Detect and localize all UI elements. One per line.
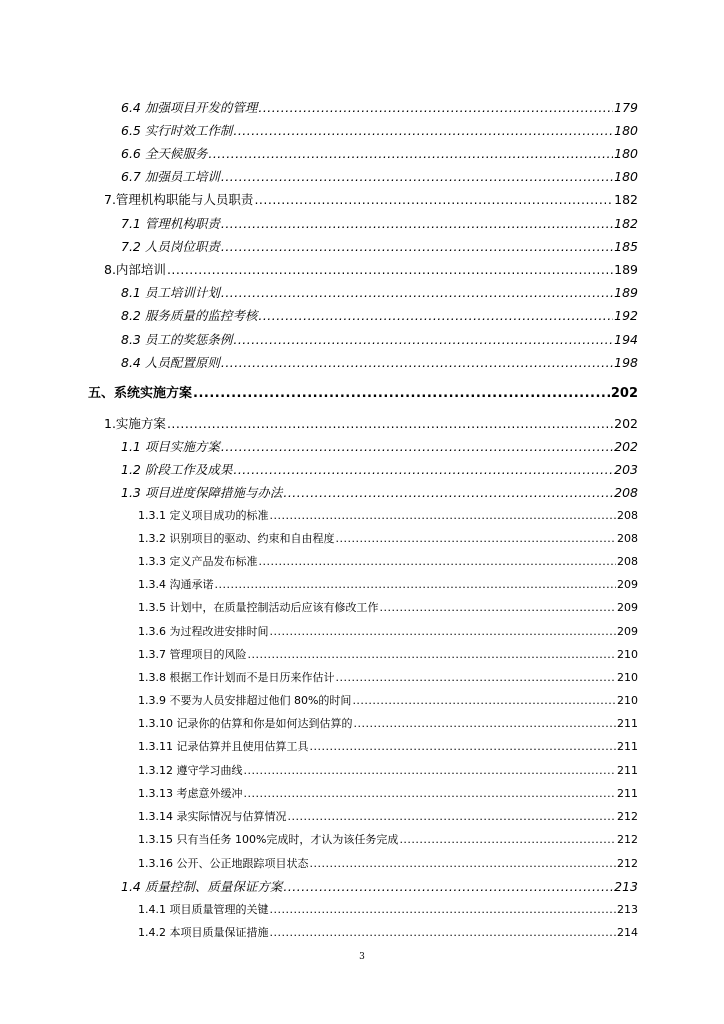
toc-entry-title: 8.内部培训 (104, 262, 166, 277)
toc-entry[interactable] (138, 507, 638, 523)
toc-entry[interactable] (121, 214, 638, 232)
toc-dot-leader (243, 787, 616, 800)
toc-dot-leader (379, 601, 616, 614)
toc-entry-page-number: 198 (614, 355, 638, 370)
toc-entry-title: 1.3.6 为过程改进安排时间 (138, 625, 269, 638)
toc-entry[interactable] (121, 483, 638, 501)
toc-entry-page-number: 209 (617, 578, 638, 591)
toc-entry-page-number: 180 (614, 146, 638, 161)
toc-entry-page-number: 203 (614, 462, 638, 477)
toc-entry-page-number: 189 (614, 262, 638, 277)
toc-dot-leader (399, 833, 616, 846)
toc-entry-page-number: 202 (614, 416, 638, 431)
toc-entry[interactable] (138, 715, 638, 731)
toc-entry-title: 1.3 项目进度保障措施与办法 (121, 485, 283, 500)
toc-entry-page-number: 189 (614, 285, 638, 300)
toc-entry[interactable] (121, 167, 638, 185)
toc-entry-title: 1.实施方案 (104, 416, 166, 431)
toc-dot-leader (221, 239, 613, 254)
toc-dot-leader (283, 485, 613, 500)
toc-entry[interactable] (138, 901, 638, 917)
toc-dot-leader (221, 285, 613, 300)
toc-dot-leader (258, 308, 613, 323)
toc-entry[interactable] (121, 144, 638, 162)
toc-entry-title: 6.7 加强员工培训 (121, 169, 220, 184)
toc-entry[interactable] (138, 785, 638, 801)
toc-entry-title: 7.2 人员岗位职责 (121, 239, 220, 254)
toc-entry-title: 6.6 全天候服务 (121, 146, 208, 161)
toc-entry-page-number: 185 (614, 239, 638, 254)
toc-entry-title: 1.3.1 定义项目成功的标准 (138, 509, 269, 522)
toc-dot-leader (233, 123, 613, 138)
toc-entry-page-number: 194 (614, 332, 638, 347)
toc-entry-title: 7.管理机构职能与人员职责 (104, 192, 254, 207)
toc-dot-leader (287, 810, 616, 823)
toc-entry-title: 1.3.4 沟通承诺 (138, 578, 214, 591)
toc-entry-title: 1.3.2 识别项目的驱动、约束和自由程度 (138, 532, 335, 545)
toc-entry-title: 1.3.12 遵守学习曲线 (138, 764, 243, 777)
toc-entry-title: 8.1 员工培训计划 (121, 285, 220, 300)
toc-dot-leader (221, 216, 613, 231)
toc-entry[interactable] (138, 623, 638, 639)
page-number: 3 (359, 952, 365, 962)
toc-entry-page-number: 210 (617, 694, 638, 707)
toc-dot-leader (167, 416, 613, 431)
toc-entry-page-number: 212 (617, 857, 638, 870)
toc-dot-leader (259, 555, 617, 568)
toc-entry-title: 1.3.15 只有当任务 100%完成时，才认为该任务完成 (138, 833, 399, 846)
toc-entry-title: 6.5 实行时效工作制 (121, 123, 233, 138)
toc-entry[interactable] (121, 306, 638, 324)
toc-entry-page-number: 213 (614, 879, 638, 894)
toc-entry[interactable] (104, 260, 638, 278)
toc-entry-title: 8.4 人员配置原则 (121, 355, 220, 370)
toc-entry-page-number: 211 (617, 764, 638, 777)
toc-dot-leader (221, 169, 613, 184)
toc-entry-title: 6.4 加强项目开发的管理 (121, 100, 258, 115)
toc-entry-title: 1.4 质量控制、质量保证方案 (121, 879, 283, 894)
toc-entry-title: 7.1 管理机构职责 (121, 216, 220, 231)
toc-entry-title: 1.3.9 不要为人员安排超过他们 80%的时间 (138, 694, 352, 707)
toc-entry-page-number: 211 (617, 787, 638, 800)
toc-entry-page-number: 202 (614, 439, 638, 454)
toc-entry-page-number: 208 (617, 509, 638, 522)
toc-dot-leader (283, 879, 613, 894)
toc-entry[interactable] (138, 738, 638, 754)
toc-entry[interactable] (138, 599, 638, 615)
toc-entry[interactable] (104, 190, 638, 208)
toc-entry-page-number: 209 (617, 601, 638, 614)
toc-entry[interactable] (138, 924, 638, 940)
toc-entry[interactable] (138, 553, 638, 569)
toc-entry-page-number: 192 (614, 308, 638, 323)
toc-dot-leader (167, 262, 613, 277)
toc-entry[interactable] (88, 382, 638, 401)
toc-entry-page-number: 208 (617, 532, 638, 545)
toc-dot-leader (352, 694, 616, 707)
toc-entry-title: 8.3 员工的奖惩条例 (121, 332, 233, 347)
toc-entry-page-number: 211 (617, 717, 638, 730)
toc-entry-page-number: 179 (614, 100, 638, 115)
toc-entry-title: 五、系统实施方案 (88, 386, 193, 401)
toc-dot-leader (270, 903, 617, 916)
toc-dot-leader (233, 332, 613, 347)
toc-entry-page-number: 180 (614, 169, 638, 184)
toc-entry[interactable] (121, 283, 638, 301)
toc-entry-title: 1.3.10 记录你的估算和你是如何达到估算的 (138, 717, 353, 730)
toc-dot-leader (270, 625, 617, 638)
toc-dot-leader (258, 100, 613, 115)
toc-entry[interactable] (138, 692, 638, 708)
toc-entry-page-number: 210 (617, 671, 638, 684)
toc-dot-leader (208, 146, 613, 161)
toc-dot-leader (243, 764, 616, 777)
toc-dot-leader (309, 857, 616, 870)
toc-entry-title: 1.4.2 本项目质量保证措施 (138, 926, 269, 939)
toc-dot-leader (221, 355, 613, 370)
toc-entry-title: 1.2 阶段工作及成果 (121, 462, 233, 477)
toc-entry-page-number: 211 (617, 740, 638, 753)
toc-dot-leader (248, 648, 617, 661)
toc-entry-title: 1.3.5 计划中，在质量控制活动后应该有修改工作 (138, 601, 379, 614)
toc-entry[interactable] (121, 121, 638, 139)
toc-entry-page-number: 212 (617, 833, 638, 846)
toc-entry[interactable] (121, 353, 638, 371)
toc-entry-page-number: 182 (614, 216, 638, 231)
toc-entry[interactable] (138, 576, 638, 592)
toc-entry-page-number: 208 (617, 555, 638, 568)
toc-entry-page-number: 180 (614, 123, 638, 138)
toc-dot-leader (270, 926, 617, 939)
toc-entry-page-number: 182 (614, 192, 638, 207)
toc-entry-title: 1.1 项目实施方案 (121, 439, 220, 454)
toc-dot-leader (270, 509, 617, 522)
toc-entry[interactable] (121, 330, 638, 348)
toc-entry-title: 1.3.13 考虑意外缓冲 (138, 787, 243, 800)
toc-entry[interactable] (138, 669, 638, 685)
toc-dot-leader (254, 192, 613, 207)
toc-dot-leader (233, 462, 613, 477)
toc-entry[interactable] (121, 237, 638, 255)
toc-entry[interactable] (138, 831, 638, 847)
toc-entry-page-number: 209 (617, 625, 638, 638)
toc-entry-title: 1.4.1 项目质量管理的关键 (138, 903, 269, 916)
toc-entry-title: 8.2 服务质量的监控考核 (121, 308, 258, 323)
toc-dot-leader (309, 740, 616, 753)
toc-entry[interactable] (121, 437, 638, 455)
toc-entry-page-number: 212 (617, 810, 638, 823)
toc-dot-leader (221, 439, 613, 454)
toc-entry[interactable] (104, 414, 638, 432)
toc-entry[interactable] (138, 530, 638, 546)
toc-entry-title: 1.3.14 录实际情况与估算情况 (138, 810, 287, 823)
toc-entry-page-number: 202 (610, 386, 638, 401)
toc-entry-title: 1.3.3 定义产品发布标准 (138, 555, 258, 568)
toc-entry-page-number: 208 (614, 485, 638, 500)
toc-entry-title: 1.3.8 根据工作计划而不是日历来作估计 (138, 671, 335, 684)
toc-entry[interactable] (121, 877, 638, 895)
toc-entry[interactable] (138, 762, 638, 778)
toc-entry[interactable] (121, 460, 638, 478)
toc-dot-leader (215, 578, 617, 591)
toc-dot-leader (335, 671, 616, 684)
toc-entry-page-number: 213 (617, 903, 638, 916)
toc-entry-title: 1.3.11 记录估算并且使用估算工具 (138, 740, 309, 753)
toc-dot-leader (193, 386, 610, 401)
toc-dot-leader (353, 717, 616, 730)
toc-entry-title: 1.3.7 管理项目的风险 (138, 648, 247, 661)
toc-dot-leader (335, 532, 616, 545)
toc-entry-page-number: 214 (617, 926, 638, 939)
toc-entry-page-number: 210 (617, 648, 638, 661)
toc-entry[interactable] (138, 855, 638, 871)
toc-entry[interactable] (138, 646, 638, 662)
toc-entry[interactable] (138, 808, 638, 824)
toc-entry-title: 1.3.16 公开、公正地跟踪项目状态 (138, 857, 309, 870)
toc-entry[interactable] (121, 98, 638, 116)
